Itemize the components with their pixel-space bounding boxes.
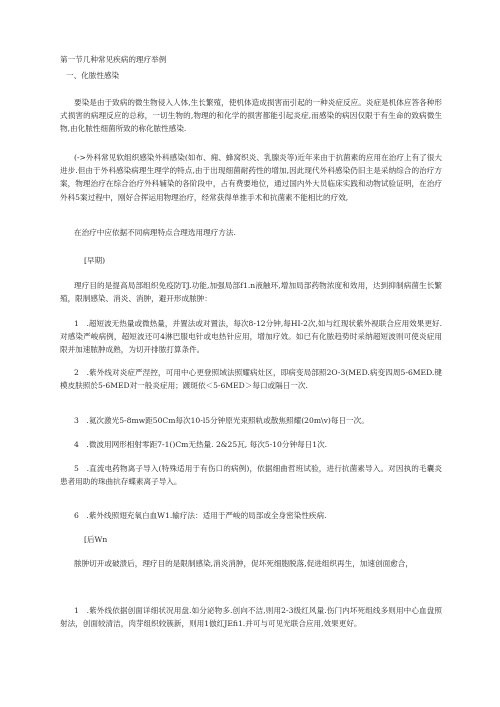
list-item-text: 1 .超短波无热量或微热量，并置法或对置法，每次8-12分钟,每HI-2次,如与红现状紫外视联合应用效果更好.对感染严峻病例，超短波还可4淋巴服电针或电热针应用，增加疗效。如已有化脓趋势时采纳超短波则可使炎症用限并加速脓肿成熟，为切开排脓打算条件。 [60, 319, 442, 355]
paragraph-2-text: (->外科常见软组织感染外科感染(如布、痈、蜂窝织炎、乳腺炎等)近年来由于抗菌素的应用在治疗上有了很大进步.但由于外科感染病理生理学的特点,由于出现细菌耐药性的增加,因此现代外科感染仍旧主是采纳综合的治疗方案，物理治疗在综合治疗外科辅染的各阶段中，占有费要地位，通过国内外大员临床实践和动物试验证明，在治疗外科5案过程中，刚好合挥运用物理治疗，经常获得单推手术和抗菌素不能相比的疗效, [60, 153, 442, 202]
late-stage-paragraph [60, 557, 442, 570]
list-item [60, 366, 442, 392]
list-item [60, 462, 442, 488]
paragraph-2 [60, 151, 442, 204]
list-item: 6 .紫外线照翅充氧白血W1.输疗法：适用于严峻的局部或全身密染性疾病. [74, 511, 327, 520]
early-stage-text: 理疗目的是提高局部组织免疫防TJ.功能,加强局部f1.n液触环,增加局部药物浓度和效用，达到抑制病菌生长繁殖，限制感染、消炎、消肿，避开形成脓肿： [60, 281, 442, 304]
late-stage-label: [后Wn [84, 535, 108, 544]
list-item [60, 317, 442, 357]
intro-text: 要染是由于致病的微生物侵入人体,生长繁殖，使机体造成损害而引起的一种炎症反应。炎症是机体应答各种形式损害的病理反应的总称，一切生物的,物理的和化学的损害都能引起炎症,而感染的病因仅限于有生命的致病微生物,由化脓性细菌所致的称化脓性感染. [60, 98, 442, 134]
late-stage-text: 脓肿切开或破溃后，理疗目的是限制感染,消炎消肿，促坏死细胞脱落,促进组织再生，加速创面愈合， [74, 559, 413, 568]
section-heading: 一、化脓性感染 [66, 71, 120, 80]
intro-paragraph [60, 96, 442, 136]
early-stage-paragraph [60, 279, 442, 305]
list-item: 3 .氦次激光5-8mw距50Cm每次10-l5分钟原光束照轨或散焦照耀(20m\v)每日一次。 [74, 416, 369, 425]
early-stage-label: [早期) [84, 256, 106, 265]
list-item-text: 2 .紫外线对炎症严涅控，可用中心更登照域法照耀病灶区，即病变局部照2O-3(MED.病变四周5-6MED.键模皮肤照於5-6MED对一般炎症用；踱斑依＜5-6MED＞每口或隔日一次. [60, 368, 442, 391]
paragraph-3: 在治疗中应依据不同病理特点合理选用理疗方法. [74, 228, 236, 237]
list-item [60, 604, 442, 630]
list-item-text: 1 .紫外线依据创面详细状况用盘.如分泌物多.创向不洁,则用2-3级红风量.伤门内坏死组线多则用中心血盘照射法，创面较清洁，肉芽组织较簇新，则用1倣红JEfi1.并可与可见光联合应用,效果更好。 [60, 606, 442, 629]
list-item-text: 5 .直流电药物离子导入(特殊适用于有伤口的病例)，依据细曲哲班试验，进行抗菌素导入。对因执的毛囊炎患者用助的珠曲抗存蝶素离子导入。 [60, 464, 442, 487]
list-item: 4 .微波用网形相射零距7-1()Cm无热量. 2&25瓦, 每次5-10分钟每日1次. [74, 440, 328, 449]
document-title: 第一节几种常见疾病的理疗举例 [60, 55, 167, 64]
